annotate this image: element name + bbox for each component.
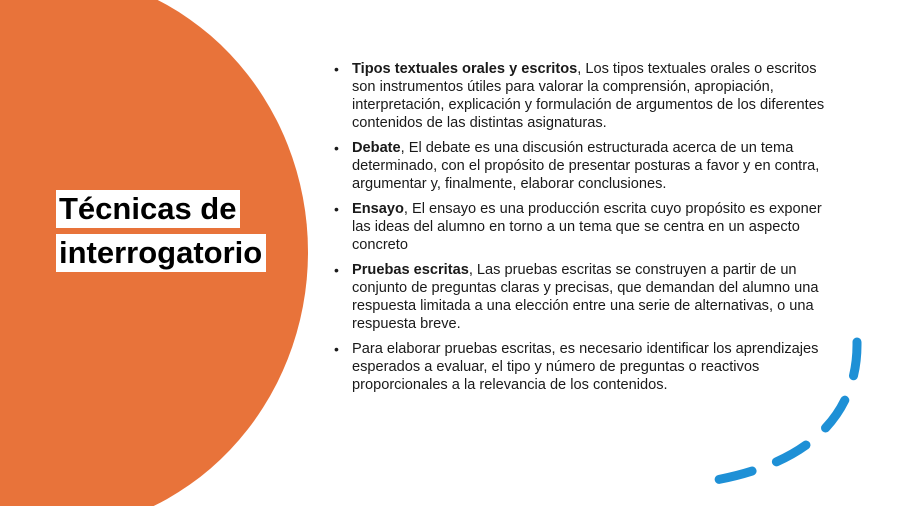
bullet-term: Pruebas escritas [352,262,469,278]
bullet-term: Ensayo [352,201,404,217]
bullet-dot: • [334,262,339,278]
title-line-2: interrogatorio [56,234,266,272]
bullet-text: , Los tipos textuales orales o escritos son instrumentos útiles para valorar la comprensión, apropiación, interpretación, explicación y formulación de argumentos de los diferentes contenidos de las distintas asignaturas. [352,61,825,131]
bullet-dot: • [334,61,339,77]
bullet-dot: • [334,140,339,156]
bullet-dot: • [334,201,339,217]
bullet-text: , Las pruebas escritas se construyen a partir de un conjunto de preguntas claras y precisas, que demandan del alumno una respuesta limitada a una elección entre una serie de alternativas, o una respuesta breve. [352,262,819,332]
bullet-item-debate [334,139,834,193]
title-line-1: Técnicas de [56,190,240,228]
bullet-item-ensayo [334,200,834,254]
bullet-term: Tipos textuales orales y escritos [352,61,578,77]
dashed-arc-decoration [690,330,880,500]
bullet-item-pruebas-escritas [334,261,834,333]
bullet-dot: • [334,341,339,357]
bullet-text: , El debate es una discusión estructurada acerca de un tema determinado, con el propósito de presentar posturas a favor y en contra, argumentar y, finalmente, elaborar conclusiones. [352,140,820,192]
bullet-term: Debate [352,140,401,156]
bullet-text: , El ensayo es una producción escrita cuyo propósito es exponer las ideas del alumno en torno a un tema que se centra en un aspecto concreto [352,201,822,253]
bullet-text: Para elaborar pruebas escritas, es necesario identificar los aprendizajes esperados a evaluar, el tipo y número de preguntas o reactivos proporcionales a la relevancia de los contenidos. [352,341,819,393]
dashed-arc-path [704,342,857,482]
bullet-item-tipos-textuales [334,60,834,132]
slide-title [56,190,266,278]
